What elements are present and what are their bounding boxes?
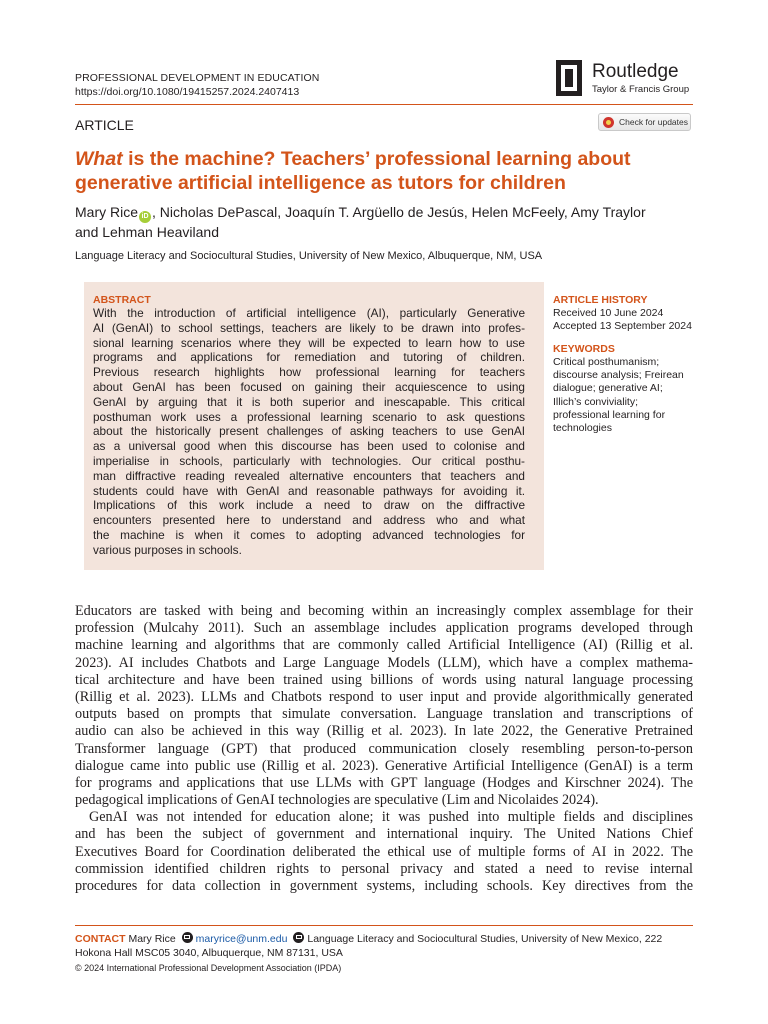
abstract-line: AI (GenAI) to school settings, teachers are likely to be drawn into profes- [93, 320, 525, 335]
body-line: Educators are tasked with being and becoming within an increasingly complex assemblage for their [75, 603, 693, 619]
copyright: © 2024 International Professional Development Association (IPDA) [75, 963, 342, 973]
body-line: dialogue came into public use (Rillig et al. 2023). Generative Artificial Intelligence (GenAI) is a term [75, 757, 693, 774]
abstract-line: man diffractive reading revealed alternative encounters that teachers and [93, 468, 525, 483]
journal-name: PROFESSIONAL DEVELOPMENT IN EDUCATION [75, 72, 320, 84]
abstract-line: Implications of this work include a need to draw on the diffractive [93, 498, 525, 513]
abstract-line: Previous research highlights how professional learning for teachers [93, 365, 525, 380]
body-line: audio can also be achieved in this way (Rillig et al. 2023). In late 2022, the Generative Pretrained [75, 723, 693, 740]
abstract-line: sional learning scenarios where they will be expected to learn how to use [93, 335, 525, 350]
publisher-logo [554, 58, 704, 100]
address-icon [293, 932, 304, 943]
abstract-line: about GenAI has been focused on gaining their acquiescence to using [93, 379, 525, 394]
keyword-line: Critical posthumanism; [553, 356, 660, 368]
abstract-line: about the historically present challenges of asking teachers to use GenAI [93, 424, 525, 439]
body-line: outputs based on prompts that simulate conversation. Language translation and transcriptions of [75, 706, 693, 723]
affiliation: Language Literacy and Sociocultural Studies, University of New Mexico, Albuquerque, NM, USA [75, 250, 543, 262]
article-title [75, 147, 705, 195]
routledge-logo-icon [556, 60, 582, 96]
keyword-line: technologies [553, 422, 612, 435]
check-for-updates-button[interactable] [598, 113, 691, 131]
abstract-text [93, 306, 525, 558]
body-line: GenAI was not intended for education alone; it was pushed into multiple fields and disciplines [89, 809, 693, 826]
author-line2: and Lehman Heaviland [75, 224, 219, 240]
body-line: for programs and applications that use LLMs with GPT language (Hodges and Kirschner 2024). The [75, 774, 693, 791]
accepted-date: Accepted 13 September 2024 [553, 320, 692, 332]
title-line2: generative artificial intelligence as tutors for children [75, 172, 566, 194]
article-history-heading: ARTICLE HISTORY [553, 294, 648, 306]
body-line: machine learning and algorithms that are commonly called Artificial Intelligence (AI) (Rillig et al. [75, 637, 693, 654]
body-line: procedures for data collection in government systems, including schools. Key directives from the [75, 878, 693, 894]
doi-link[interactable]: https://doi.org/10.1080/19415257.2024.2407413 [75, 86, 300, 98]
body-line: (Rillig et al. 2023). LLMs and Chatbots respond to user input and provide algorithmically generated [75, 688, 693, 705]
abstract-line: as a universal good when this discourse has been used to colonise and [93, 439, 525, 454]
abstract-line: GenAI by arguing that it is both superior and inescapable. This critical [93, 394, 525, 409]
body-line: pedagogical implications of GenAI technologies are speculative (Lim and Nicolaides 2024). [75, 792, 599, 809]
email-link[interactable]: maryrice@unm.edu [195, 933, 288, 945]
body-line: 2023). AI includes Chatbots and Large Language Models (LLM), which have a complex mathema- [75, 654, 693, 671]
envelope-icon [182, 932, 193, 943]
article-type-label: ARTICLE [75, 117, 134, 133]
keyword-line: discourse analysis; Freirean [553, 369, 684, 382]
address-line2: Hokona Hall MSC05 3040, Albuquerque, NM 87131, USA [75, 946, 343, 959]
title-line1: is the machine? Teachers’ professional learning about [122, 148, 631, 170]
abstract-line: the machine is when it comes to adopting advanced technologies for [93, 527, 525, 542]
abstract-line: various purposes in schools. [93, 542, 242, 557]
body-line: and has been the subject of government and international inquiry. The United Nations Chief [75, 826, 693, 843]
crossmark-icon [603, 117, 614, 128]
body-line: commission identified children rights to personal privacy and stated a need to revise internal [75, 860, 693, 877]
contact-info [75, 932, 700, 960]
footer-divider [75, 925, 693, 926]
author-list [75, 203, 700, 241]
publisher-group: Taylor & Francis Group [592, 84, 690, 95]
check-for-updates-label: Check for updates [619, 117, 688, 127]
contact-label: CONTACT [75, 933, 126, 945]
author-rest-line1: , Nicholas DePascal, Joaquín T. Argüello de Jesús, Helen McFeely, Amy Traylor [152, 204, 646, 220]
body-line: profession (Mulcahy 2011). Such an assemblage includes application programs developed through [75, 620, 693, 637]
keyword-line: professional learning for [553, 408, 666, 421]
abstract-line: encounters presented here to understand and address who and what [93, 513, 525, 528]
received-date: Received 10 June 2024 [553, 307, 664, 319]
abstract-line: With the introduction of artificial intelligence (AI), particularly Generative [93, 306, 525, 320]
body-line: Executives Board for Coordination deliberated the ethical use of multiple forms of AI in 2022. The [75, 843, 693, 860]
keywords-heading: KEYWORDS [553, 343, 615, 355]
header-divider [75, 104, 693, 105]
body-text [75, 603, 693, 895]
contact-name: Mary Rice [128, 933, 176, 945]
abstract-line: programs and applications for remediation and tutoring of children. [93, 350, 525, 365]
publisher-name: Routledge [592, 61, 679, 82]
keywords-list [553, 356, 693, 435]
abstract-heading: ABSTRACT [93, 294, 151, 306]
body-line: tical architecture and have been trained using billions of words using natural language processing [75, 671, 693, 688]
address-line1: Language Literacy and Sociocultural Studies, University of New Mexico, 222 [307, 933, 663, 945]
title-italic-part: What [75, 148, 123, 170]
body-line: Transformer language (GPT) that produced communication closely resembling person-to-person [75, 740, 693, 757]
keyword-line: dialogue; generative AI; [553, 382, 663, 395]
author-first: Mary Rice [75, 204, 139, 220]
orcid-icon[interactable]: iD [139, 211, 151, 223]
abstract-line: posthuman work uses a professional learning scenario to ask questions [93, 409, 525, 424]
keyword-line: Illich’s conviviality; [553, 395, 638, 408]
abstract-line: imperialise in schools, particularly with technologies. Our critical posthu- [93, 453, 525, 468]
abstract-line: students could have with GenAI and reasonable pathways for avoiding it. [93, 483, 525, 498]
